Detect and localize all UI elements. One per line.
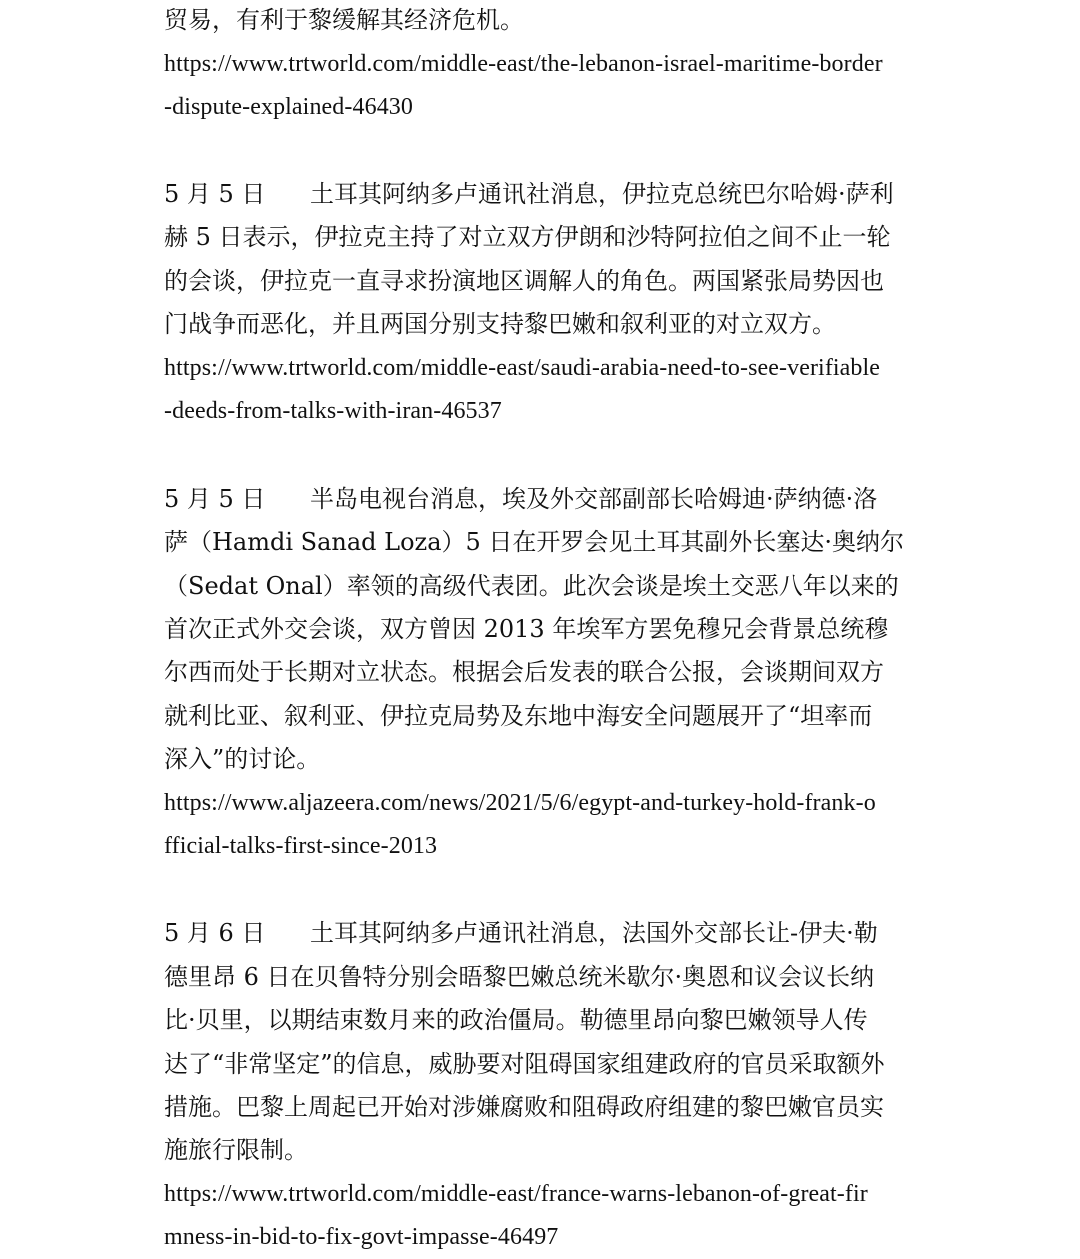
entry-line xyxy=(164,484,924,514)
intro-text-line: 贸易，有利于黎缓解其经济危机。 xyxy=(164,6,524,34)
entry-url-line[interactable]: https://www.trtworld.com/middle-east/saudi-arabia-need-to-see-verifiable xyxy=(164,355,881,381)
entry-text-line: 比·贝里，以期结束数月来的政治僵局。勒德里昂向黎巴嫩领导人传 xyxy=(164,1006,868,1034)
entry-text-line: 首次正式外交会谈，双方曾因 2013 年埃军方罢免穆兄会背景总统穆 xyxy=(164,615,889,643)
entry-url-line[interactable]: mness-in-bid-to-fix-govt-impasse-46497 xyxy=(164,1224,559,1250)
entry-text-line: 尔西而处于长期对立状态。根据会后发表的联合公报，会谈期间双方 xyxy=(164,658,884,686)
entry-url-line[interactable]: https://www.aljazeera.com/news/2021/5/6/egypt-and-turkey-hold-frank-o xyxy=(164,790,876,816)
intro-url-line[interactable]: https://www.trtworld.com/middle-east/the-lebanon-israel-maritime-border xyxy=(164,51,883,77)
entry-text-line: 门战争而恶化，并且两国分别支持黎巴嫩和叙利亚的对立双方。 xyxy=(164,310,836,338)
entry-text-line: 土耳其阿纳多卢通讯社消息，伊拉克总统巴尔哈姆·萨利 xyxy=(310,180,894,208)
entry-text-line: 土耳其阿纳多卢通讯社消息，法国外交部长让-伊夫·勒 xyxy=(310,919,878,947)
entry-line xyxy=(164,179,924,209)
entry-text-line: 达了“非常坚定”的信息，威胁要对阻碍国家组建政府的官员采取额外 xyxy=(164,1050,885,1078)
entry-line xyxy=(164,918,924,948)
entry-text-line: （Sedat Onal）率领的高级代表团。此次会谈是埃土交恶八年以来的 xyxy=(164,572,899,600)
entry-text-line: 的会谈，伊拉克一直寻求扮演地区调解人的角色。两国紧张局势因也 xyxy=(164,267,884,295)
entry-text-line: 萨（Hamdi Sanad Loza）5 日在开罗会见土耳其副外长塞达·奥纳尔 xyxy=(164,528,905,556)
entry-text-line: 就利比亚、叙利亚、伊拉克局势及东地中海安全问题展开了“坦率而 xyxy=(164,702,873,730)
entry-url-line[interactable]: https://www.trtworld.com/middle-east/france-warns-lebanon-of-great-fir xyxy=(164,1181,868,1207)
entry-text-line: 深入”的讨论。 xyxy=(164,745,321,773)
entry-url-line[interactable]: -deeds-from-talks-with-iran-46537 xyxy=(164,398,502,424)
entry-date: 5 月 5 日 xyxy=(164,180,266,208)
entry-date: 5 月 5 日 xyxy=(164,485,266,513)
entry-text-line: 措施。巴黎上周起已开始对涉嫌腐败和阻碍政府组建的黎巴嫩官员实 xyxy=(164,1093,884,1121)
entry-text-line: 施旅行限制。 xyxy=(164,1136,308,1164)
entry-text-line: 半岛电视台消息，埃及外交部副部长哈姆迪·萨纳德·洛 xyxy=(310,485,878,513)
entry-url-line[interactable]: fficial-talks-first-since-2013 xyxy=(164,833,438,859)
intro-url-line[interactable]: -dispute-explained-46430 xyxy=(164,94,413,120)
entry-text-line: 德里昂 6 日在贝鲁特分别会晤黎巴嫩总统米歇尔·奥恩和议会议长纳 xyxy=(164,963,875,991)
entry-text-line: 赫 5 日表示，伊拉克主持了对立双方伊朗和沙特阿拉伯之间不止一轮 xyxy=(164,223,891,251)
entry-date: 5 月 6 日 xyxy=(164,919,266,947)
